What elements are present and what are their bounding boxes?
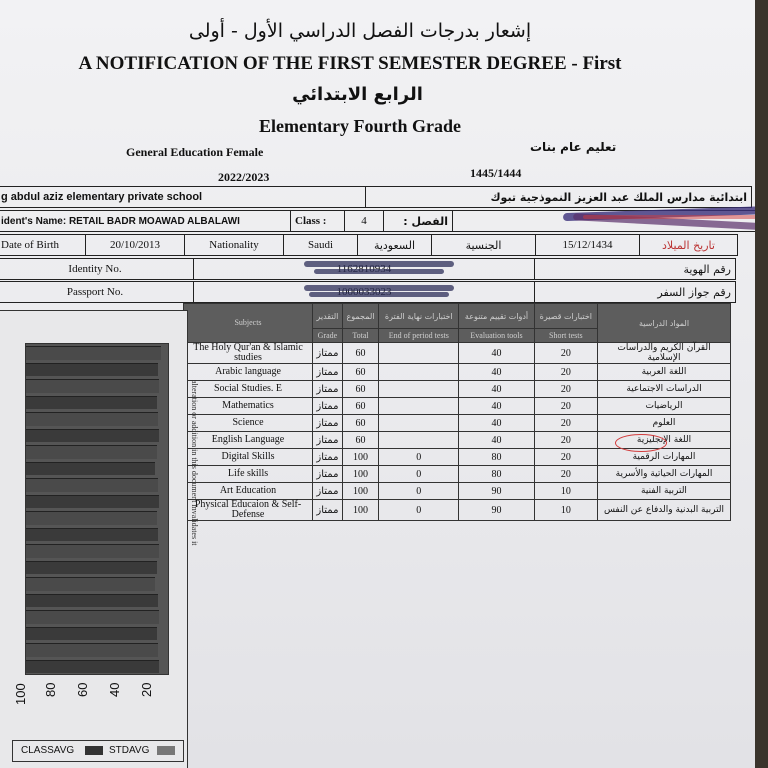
eval-cell: 90 [459,500,534,521]
y-tick-label: 20 [139,682,154,697]
table-row [184,398,731,415]
nationality-value: Saudi [284,235,358,256]
chart-bar [26,643,158,657]
final-cell [379,343,459,364]
legend-classavg: CLASSAVG [21,745,75,756]
subject-ar-cell: الدراسات الاجتماعية [598,381,731,398]
chart-legend [12,740,184,762]
chart-bar [26,363,158,377]
dob-label-ar: تاريخ الميلاد [640,235,738,256]
eval-cell: 40 [459,343,534,364]
total-cell: 60 [342,415,378,432]
redaction-scribble [583,215,755,219]
id-row [0,258,736,280]
y-tick-label: 60 [75,682,90,697]
eval-cell: 40 [459,432,534,449]
final-cell: 0 [379,449,459,466]
subject-ar-cell: المهارات الرقمية [598,449,731,466]
student-name-label: ident's Name: [1,215,67,227]
header-subjects-ar: المواد الدراسية [598,304,731,343]
redacted-name-cell [453,211,756,232]
subject-ar-cell: الرياضيات [598,398,731,415]
header-eval-ar: أدوات تقييم متنوعة [459,304,534,329]
chart-bar [26,396,157,410]
subject-cell: Mathematics [184,398,313,415]
y-tick-label: 80 [43,682,58,697]
table-row [184,466,731,483]
grade-cell: ممتاز [313,449,343,466]
grade-cell: ممتاز [313,483,343,500]
eval-cell: 40 [459,381,534,398]
id-label: Identity No. [0,259,194,280]
redaction-scribble [314,269,444,274]
subject-ar-cell: اللغة العربية [598,364,731,381]
chart-bar [26,495,159,509]
nationality-value-ar: السعودية [358,235,432,256]
final-cell [379,364,459,381]
average-chart [0,310,188,768]
subject-cell: Physical Educaion & Self-Defense [184,500,313,521]
header-final-ar: اختبارات نهاية الفترة [379,304,459,329]
total-cell: 60 [342,381,378,398]
chart-bar [26,511,157,525]
total-cell: 60 [342,432,378,449]
chart-plot-area [25,343,169,675]
subject-ar-cell: التربية الفنية [598,483,731,500]
short-cell: 10 [534,500,597,521]
total-cell: 100 [342,449,378,466]
eval-cell: 90 [459,483,534,500]
passport-row [0,281,736,303]
chart-bar [26,610,159,624]
school-row [0,186,752,208]
short-cell: 20 [534,432,597,449]
chart-bar [26,594,158,608]
short-cell: 20 [534,398,597,415]
grade-cell: ممتاز [313,466,343,483]
table-row [184,364,731,381]
short-cell: 20 [534,343,597,364]
dob-hijri: 15/12/1434 [536,235,640,256]
total-cell: 100 [342,466,378,483]
grade-cell: ممتاز [313,415,343,432]
chart-bar [26,561,157,575]
short-cell: 20 [534,381,597,398]
dob-label: Date of Birth [0,235,86,256]
chart-bar [26,445,157,459]
table-row [184,415,731,432]
final-cell: 0 [379,500,459,521]
grade-cell: ممتاز [313,432,343,449]
year-hijri: 1445/1444 [470,166,522,180]
dob-value: 20/10/2013 [86,235,185,256]
chart-bar [26,627,157,641]
red-circle-mark [615,434,667,452]
passport-label-ar: رقم جواز السفر [535,282,736,303]
final-cell [379,398,459,415]
nationality-label: Nationality [185,235,284,256]
total-cell: 60 [342,398,378,415]
chart-bar [26,478,158,492]
final-cell: 0 [379,483,459,500]
redaction-scribble [304,261,454,267]
school-name-ar: ابتدائية مدارس الملك عبد العزيز النموذجية تبوك [366,187,752,208]
subject-ar-cell: القرآن الكريم والدراسات الإسلامية [598,343,731,364]
eval-cell: 40 [459,415,534,432]
header-eval: Evaluation tools [459,329,534,343]
header-subjects: Subjects [184,304,313,343]
subject-cell: Arabic language [184,364,313,381]
nationality-label-ar: الجنسية [432,235,536,256]
subject-ar-cell: اللغة الإنجليزية [598,432,731,449]
chart-bar [26,429,159,443]
title-english: A NOTIFICATION OF THE FIRST SEMESTER DEGREE - First [78,53,622,74]
legend-stdavg: STDAVG [109,745,150,756]
total-cell: 60 [342,343,378,364]
class-value: 4 [345,211,384,232]
grade-english: Elementary Fourth Grade [259,116,461,136]
final-cell [379,381,459,398]
short-cell: 20 [534,415,597,432]
header-total-ar: المجموع [342,304,378,329]
subject-cell: Art Education [184,483,313,500]
grade-cell: ممتاز [313,398,343,415]
header-short-ar: اختبارات قصيرة [534,304,597,329]
subject-cell: Social Studies. E [184,381,313,398]
redaction-scribble [304,285,454,291]
short-cell: 20 [534,466,597,483]
header-grade-ar: التقدير [313,304,343,329]
header-final: End of period tests [379,329,459,343]
class-label: Class : [291,211,345,232]
title-arabic: إشعار بدرجات الفصل الدراسي الأول - أولى [188,20,532,42]
chart-bar [26,462,155,476]
grades-header-row [184,304,731,329]
chart-bar [26,577,155,591]
subject-cell: Science [184,415,313,432]
table-row [184,483,731,500]
grade-cell: ممتاز [313,381,343,398]
chart-bar [26,528,158,542]
subject-cell: The Holy Qur'an & Islamic studies [184,343,313,364]
subject-ar-cell: العلوم [598,415,731,432]
education-type-en: General Education Female [126,145,264,159]
y-tick-label: 100 [13,683,28,705]
y-tick-label: 40 [107,682,122,697]
subject-ar-cell: التربية البدنية والدفاع عن النفس [598,500,731,521]
grade-cell: ممتاز [313,364,343,381]
chart-bar [26,346,161,360]
short-cell: 20 [534,364,597,381]
grade-arabic: الرابع الابتدائي [292,84,423,105]
table-row [184,381,731,398]
eval-cell: 40 [459,398,534,415]
final-cell [379,432,459,449]
subject-cell: Digital Skills [184,449,313,466]
sidebar-note: alteration or addition in this document invalidates it [190,380,199,546]
eval-cell: 40 [459,364,534,381]
education-type-ar: تعليم عام بنات [530,140,617,154]
passport-label: Passport No. [0,282,194,303]
short-cell: 20 [534,449,597,466]
grade-cell: ممتاز [313,500,343,521]
eval-cell: 80 [459,449,534,466]
id-label-ar: رقم الهوية [535,259,736,280]
short-cell: 10 [534,483,597,500]
student-name-value: RETAIL BADR MOAWAD ALBALAWI [68,215,240,227]
total-cell: 100 [342,483,378,500]
header-total: Total [342,329,378,343]
dob-row [0,234,738,256]
total-cell: 60 [342,364,378,381]
header-grade: Grade [313,329,343,343]
subject-cell: Life skills [184,466,313,483]
redaction-scribble [309,292,449,297]
final-cell: 0 [379,466,459,483]
chart-bar [26,544,159,558]
eval-cell: 80 [459,466,534,483]
legend-swatch [85,746,103,755]
subject-ar-cell: المهارات الحياتية والأسرية [598,466,731,483]
total-cell: 100 [342,500,378,521]
header-short: Short tests [534,329,597,343]
chart-bar [26,660,159,674]
student-row [0,210,755,232]
chart-bar [26,379,159,393]
chart-bar [26,412,158,426]
school-name-en: g abdul aziz elementary private school [0,187,366,208]
class-label-ar: الفصل : [384,211,453,232]
subject-cell: English Language [184,432,313,449]
grade-cell: ممتاز [313,343,343,364]
final-cell [379,415,459,432]
table-row [184,343,731,364]
grades-table [183,303,731,521]
year-gregorian: 2022/2023 [218,170,270,184]
table-row [184,500,731,521]
legend-swatch [157,746,175,755]
